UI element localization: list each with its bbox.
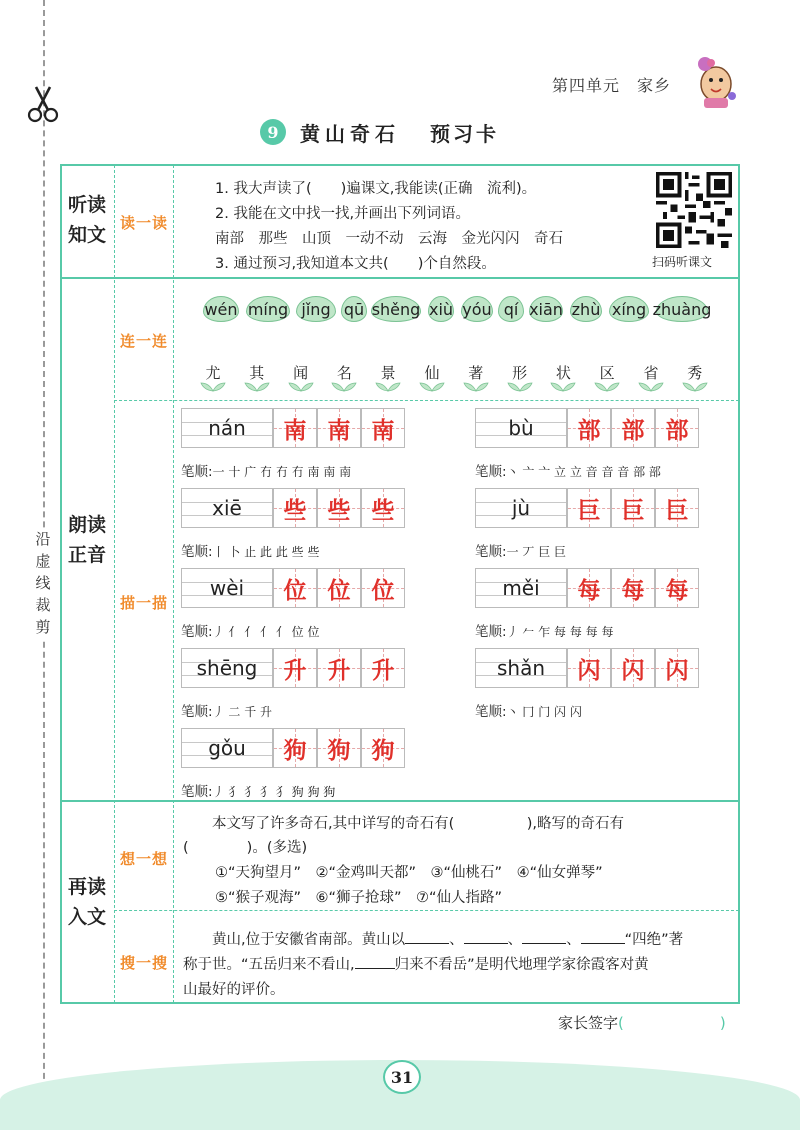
stroke-order-sequence: 一 丆 巨 巨 [506,545,567,559]
scissors-icon [26,84,60,124]
trace-grid-cell[interactable] [567,488,611,528]
trace-grid-cell[interactable] [611,648,655,688]
pinyin-leaf[interactable]: xiān [529,296,563,322]
trace-grid-cell[interactable] [361,408,405,448]
trace-grid-cell[interactable] [611,568,655,608]
trace-grid-cell[interactable] [361,728,405,768]
pinyin-text: shǎn [496,656,546,680]
stroke-order-line [181,460,351,480]
trace-grid-cell[interactable] [655,408,699,448]
pinyin-leaf[interactable]: qí [498,296,524,322]
cut-char: 裁 [35,596,51,614]
trace-char: 狗 [283,736,307,764]
section-label-pronounce [60,510,114,570]
think-options-2: ⑤“猴子观海” ⑥“狮子抢球” ⑦“仙人指路” [215,890,503,906]
separator: 、 [507,932,523,948]
search-line-3: 山最好的评价。 [183,982,285,998]
trace-char: 些 [327,496,351,524]
trace-char: 巨 [621,496,645,524]
section-label-reread [60,872,114,932]
trace-char: 闪 [665,656,689,684]
stroke-order-label: 笔顺: [475,704,507,720]
sub-label-connect: 连一连 [119,332,168,350]
section-divider [60,800,740,802]
read-line-3: 3. 通过预习,我知道本文共( )个自然段。 [215,256,496,272]
stroke-order-label: 笔顺: [475,624,507,640]
sprout-icon [594,380,620,392]
sprout-icon [638,380,664,392]
search-line-2 [183,953,649,974]
column-divider [173,165,174,1003]
qr-label: 扫码听课文 [652,255,713,269]
trace-grid-cell[interactable] [611,408,655,448]
trace-char: 部 [621,416,645,444]
trace-char: 狗 [371,736,395,764]
stroke-order-line [475,540,566,560]
pinyin-box [181,408,273,448]
pinyin-leaf[interactable]: míng [246,296,290,322]
separator: 、 [449,932,464,948]
hanzi-char: 景 [380,364,396,382]
stroke-order-label: 笔顺: [181,784,213,800]
hanzi-char: 仙 [424,364,440,382]
search-text: 黄山,位于安徽省南部。黄山以 [212,932,406,948]
pinyin-leaf[interactable]: jǐng [296,296,336,322]
trace-grid-cell[interactable] [361,648,405,688]
trace-grid-cell[interactable] [317,648,361,688]
answer-blank[interactable] [405,929,449,944]
trace-char: 闪 [577,656,601,684]
section-divider [60,277,740,279]
search-text: 称于世。“五岳归来不看山, [183,957,355,973]
trace-char: 些 [283,496,307,524]
section-label-line: 听读 [67,194,106,216]
trace-grid-cell[interactable] [361,488,405,528]
separator: 、 [566,932,581,948]
card-title: 预习卡 [430,121,499,146]
trace-char: 巨 [577,496,601,524]
stroke-order-sequence: 丶 亠 亠 立 立 音 音 音 部 部 [506,465,661,479]
pinyin-text: shēng [196,656,258,680]
trace-char: 升 [283,656,307,684]
section-label-line: 知文 [67,224,106,246]
sprout-icon [550,380,576,392]
sprout-icon [682,380,708,392]
section-label-line: 入文 [67,906,106,928]
section-label-line: 再读 [67,876,106,898]
trace-grid-cell[interactable] [655,648,699,688]
stroke-order-label: 笔顺: [475,464,507,480]
lesson-title: 黄山奇石 [300,121,400,146]
stroke-order-label: 笔顺: [181,704,213,720]
trace-char: 些 [371,496,395,524]
pinyin-box [475,408,567,448]
search-text: 归来不看岳”是明代地理学家徐霞客对黄 [394,957,649,973]
hanzi-char: 区 [599,364,615,382]
stroke-order-line [475,620,613,640]
search-line-1 [212,928,683,949]
stroke-order-line [181,620,319,640]
signature-close-paren: ) [719,1014,726,1032]
trace-char: 每 [577,576,601,604]
hanzi-char: 其 [249,364,265,382]
pinyin-box [181,488,273,528]
trace-grid-cell[interactable] [273,568,317,608]
trace-char: 狗 [327,736,351,764]
pinyin-leaf[interactable]: zhù [570,296,602,322]
trace-grid-cell[interactable] [273,488,317,528]
pinyin-leaf[interactable]: xiù [428,296,454,322]
cut-char: 沿 [35,530,51,548]
stroke-order-line [181,540,319,560]
trace-grid-cell[interactable] [567,408,611,448]
hanzi-char: 闻 [293,364,309,382]
row-divider [114,910,739,911]
trace-grid-cell[interactable] [273,728,317,768]
mascot-illustration [692,50,740,110]
trace-char: 每 [665,576,689,604]
sprout-icon [331,380,357,392]
sprout-icon [419,380,445,392]
stroke-order-sequence: 一 十 广 冇 冇 冇 南 南 南 [212,465,352,479]
trace-grid-cell[interactable] [361,568,405,608]
pinyin-leaf[interactable]: wén [203,296,239,322]
sprout-icon [288,380,314,392]
trace-char: 升 [371,656,395,684]
lesson-title-bar [260,116,499,148]
column-divider [114,165,115,1003]
sub-label-search: 搜一搜 [119,954,168,972]
trace-grid-cell[interactable] [317,728,361,768]
sub-label-think: 想一想 [119,850,168,868]
trace-grid-cell[interactable] [567,568,611,608]
pinyin-leaf[interactable]: yóu [461,296,493,322]
trace-char: 升 [327,656,351,684]
trace-char: 部 [665,416,689,444]
trace-grid-cell[interactable] [273,408,317,448]
parent-signature [558,1012,726,1033]
read-line-2: 2. 我能在文中找一找,并画出下列词语。 [215,206,471,222]
stroke-order-label: 笔顺: [181,464,213,480]
pinyin-text: gǒu [208,736,246,760]
hanzi-char: 状 [555,364,571,382]
stroke-order-label: 笔顺: [475,544,507,560]
trace-char: 闪 [621,656,645,684]
sub-label-trace: 描一描 [119,594,168,612]
pinyin-text: xiē [212,496,242,520]
sprout-icon [507,380,533,392]
pinyin-leaf[interactable]: qū [341,296,367,322]
trace-grid-cell[interactable] [317,408,361,448]
pinyin-text: bù [508,416,534,440]
trace-char: 南 [371,416,395,444]
stroke-order-sequence: 丿 犭 犭 犭 犭 狗 狗 狗 [212,785,336,799]
answer-blank[interactable] [581,929,625,944]
signature-label: 家长签字 [558,1014,619,1032]
stroke-order-label: 笔顺: [181,624,213,640]
pinyin-box [475,568,567,608]
pinyin-leaf[interactable]: shěng [371,296,421,322]
pinyin-box [181,648,273,688]
trace-char: 南 [283,416,307,444]
hanzi-char: 秀 [687,364,703,382]
sprout-icon [244,380,270,392]
trace-char: 位 [283,576,307,604]
stroke-order-line [475,700,582,720]
trace-grid-cell[interactable] [273,648,317,688]
pinyin-box [181,728,273,768]
pinyin-box [475,488,567,528]
hanzi-char: 名 [336,364,352,382]
cut-instruction [31,528,55,638]
row-divider [114,400,739,401]
trace-grid-cell[interactable] [655,568,699,608]
read-words: 南部 那些 山顶 一动不动 云海 金光闪闪 奇石 [215,231,563,247]
trace-grid-cell[interactable] [611,488,655,528]
pinyin-text: měi [502,576,540,600]
trace-char: 南 [327,416,351,444]
qr-code-icon [656,172,732,248]
trace-char: 部 [577,416,601,444]
sprout-icon [200,380,226,392]
hanzi-char: 尤 [205,364,221,382]
sprout-icon [375,380,401,392]
stroke-order-label: 笔顺: [181,544,213,560]
sub-label-read: 读一读 [119,214,168,232]
pinyin-box [475,648,567,688]
stroke-order-sequence: 丿 亻 亻 亻 亻 位 位 [212,625,320,639]
trace-char: 位 [327,576,351,604]
page-number: 31 [383,1060,421,1094]
unit-label: 第四单元 家乡 [552,76,672,95]
think-options-1: ①“天狗望月” ②“金鸡叫天都” ③“仙桃石” ④“仙女弹琴” [215,865,603,881]
trace-char: 位 [371,576,395,604]
hanzi-char: 形 [512,364,528,382]
answer-blank[interactable] [522,929,566,944]
pinyin-box [181,568,273,608]
read-line-1: 1. 我大声读了( )遍课文,我能读(正确 流利)。 [215,181,537,197]
stroke-order-line [475,460,661,480]
cut-char: 剪 [35,618,51,636]
section-label-listen [60,190,114,250]
stroke-order-line [181,780,335,800]
trace-char: 每 [621,576,645,604]
answer-blank[interactable] [355,954,395,969]
trace-grid-cell[interactable] [567,648,611,688]
signature-open-paren: ( [618,1014,624,1032]
hanzi-char: 著 [468,364,484,382]
search-text: “四绝”著 [624,932,684,948]
section-label-line: 朗读 [67,514,106,536]
answer-blank[interactable] [464,929,508,944]
sprout-icon [463,380,489,392]
trace-grid-cell[interactable] [317,488,361,528]
trace-grid-cell[interactable] [317,568,361,608]
pinyin-text: wèi [209,576,245,600]
pinyin-leaf[interactable]: zhuàng [656,296,708,322]
stroke-order-sequence: 丨 卜 止 此 此 些 些 [212,545,320,559]
trace-char: 巨 [665,496,689,524]
pinyin-text: nán [208,416,246,440]
hanzi-char: 省 [643,364,659,382]
stroke-order-sequence: 丶 冂 门 闪 闪 [506,705,582,719]
lesson-number-badge: 9 [260,119,286,145]
think-question-line-2: ( )。(多选) [183,840,308,856]
pinyin-text: jù [511,496,531,520]
cut-char: 线 [35,574,51,592]
pinyin-leaf[interactable]: xíng [609,296,649,322]
trace-grid-cell[interactable] [655,488,699,528]
stroke-order-sequence: 丿 𠂉 乍 每 每 每 每 [506,625,614,639]
stroke-order-line [181,700,272,720]
section-label-line: 正音 [67,544,106,566]
cut-char: 虚 [35,552,51,570]
stroke-order-sequence: 丿 二 千 升 [212,705,273,719]
think-question-line-1: 本文写了许多奇石,其中详写的奇石有( ),略写的奇石有 [212,816,625,832]
